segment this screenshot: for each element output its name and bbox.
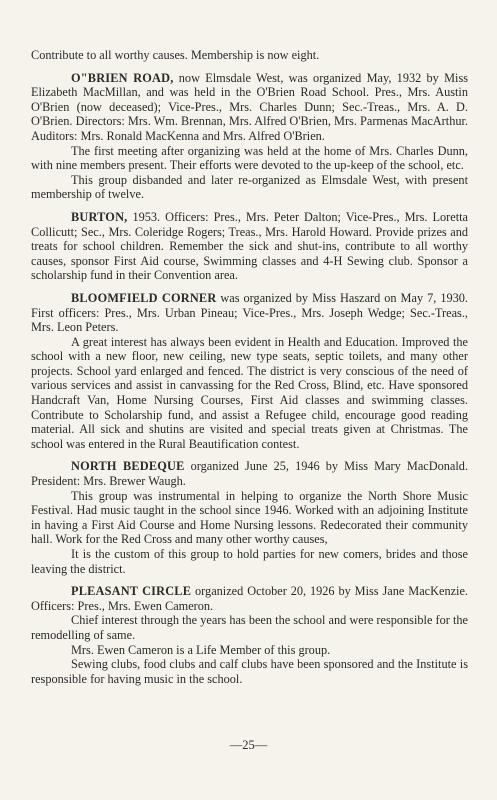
section-obrien-road [31,71,468,202]
section-paragraph [31,291,468,335]
section-heading: PLEASANT CIRCLE [71,584,192,599]
section-burton [31,210,468,283]
section-text: now Elmsdale West, was organized May, 1932 by Miss Elizabeth MacMillan, and was held in the O'Brien Road School. Pres., Mrs. Austin O'Brien (now deceased); Vice-Pres., Mrs. Charles Dunn; Sec.-Treas., Mrs. A. D. O'Brien. Directors: Mrs. Wm. Brennan, Mrs. Alfred O'Brien, Mrs. Parmenas MacArthur. Auditors: Mrs. Ronald MacKenna and Mrs. Alfred O'Brien. [31,70,469,143]
section-heading: BLOOMFIELD CORNER [71,290,217,305]
section-paragraph [31,584,468,613]
section-text: 1953. Officers: Pres., Mrs. Peter Dalton; Vice-Pres., Mrs. Loretta Collicutt; Sec., Mrs. Coleridge Rogers; Treas., Mrs. Harold Howard. Provide prizes and treats for school children. Remember the sick and shut-ins, contribute to all worthy causes, sponsor First Aid course, Swimming classes and 4-H Sewing club. Sponsor a scholarship fund in their Convention area. [31,209,468,283]
section-heading: BURTON, [71,209,128,224]
section-heading: O"BRIEN ROAD, [71,70,174,85]
section-paragraph: This group disbanded and later re-organized as Elmsdale West, with present membership of twelve. [31,172,468,202]
section-heading: NORTH BEDEQUE [71,459,185,474]
page-number: —25— [229,738,268,752]
section-paragraph: This group was instrumental in helping to organize the North Shore Music Festival. Had music taught in the school since 1946. Worked with an adjoining Institute in having a First Aid Course and Home Nursing lessons. Redecorated their community hall. Work for the Red Cross and many other worthy causes, [31,488,468,547]
section-paragraph: It is the custom of this group to hold parties for new comers, brides and those leaving the district. [31,547,468,576]
section-paragraph: Chief interest through the years has been the school and were responsible for the remodelling of same. [31,613,468,642]
section-bloomfield-corner [31,291,468,452]
intro-paragraph: Contribute to all worthy causes. Membership is now eight. [31,48,320,62]
section-pleasant-circle [31,584,468,686]
section-paragraph: Sewing clubs, food clubs and calf clubs have been sponsored and the Institute is responsible for having music in the school. [31,657,468,686]
section-paragraph: Mrs. Ewen Cameron is a Life Member of this group. [71,642,331,657]
section-paragraph [31,210,468,283]
section-text: was organized by Miss Haszard on May 7, 1930. First officers: Pres., Mrs. Urban Pineau; Vice-Pres., Mrs. Joseph Wedge; Sec.-Treas., Mrs. Leon Peters. [31,290,468,335]
section-paragraph [31,459,468,488]
section-text: organized October 20, 1926 by Miss Jane MacKenzie. Officers: Pres., Mrs. Ewen Cameron. [31,584,468,613]
section-paragraph [31,71,468,144]
section-paragraph: The first meeting after organizing was held at the home of Mrs. Charles Dunn, with nine members present. Their efforts were devoted to the up-keep of the school, etc. [31,143,468,173]
section-paragraph: A great interest has always been evident in Health and Education. Improved the school with a new floor, new ceiling, new type seats, septic toilets, and many other projects. School yard enlarged and fenced. The district is very conscious of the need of various services and assist in canvassing for the Red Cross, Blind, etc. Have sponsored Handcraft Van, Home Nursing Courses, First Aid classes and swimming classes. Contribute to Scholarship fund, and assist a Refugee child, encourage good reading material. All sick and shutins are visited and special treats given at Christmas. The school was entered in the Rural Beautification contest. [31,334,468,451]
section-north-bedeque [31,459,468,576]
section-text: organized June 25, 1946 by Miss Mary MacDonald. President: Mrs. Brewer Waugh. [31,459,469,489]
document-page [31,48,468,686]
